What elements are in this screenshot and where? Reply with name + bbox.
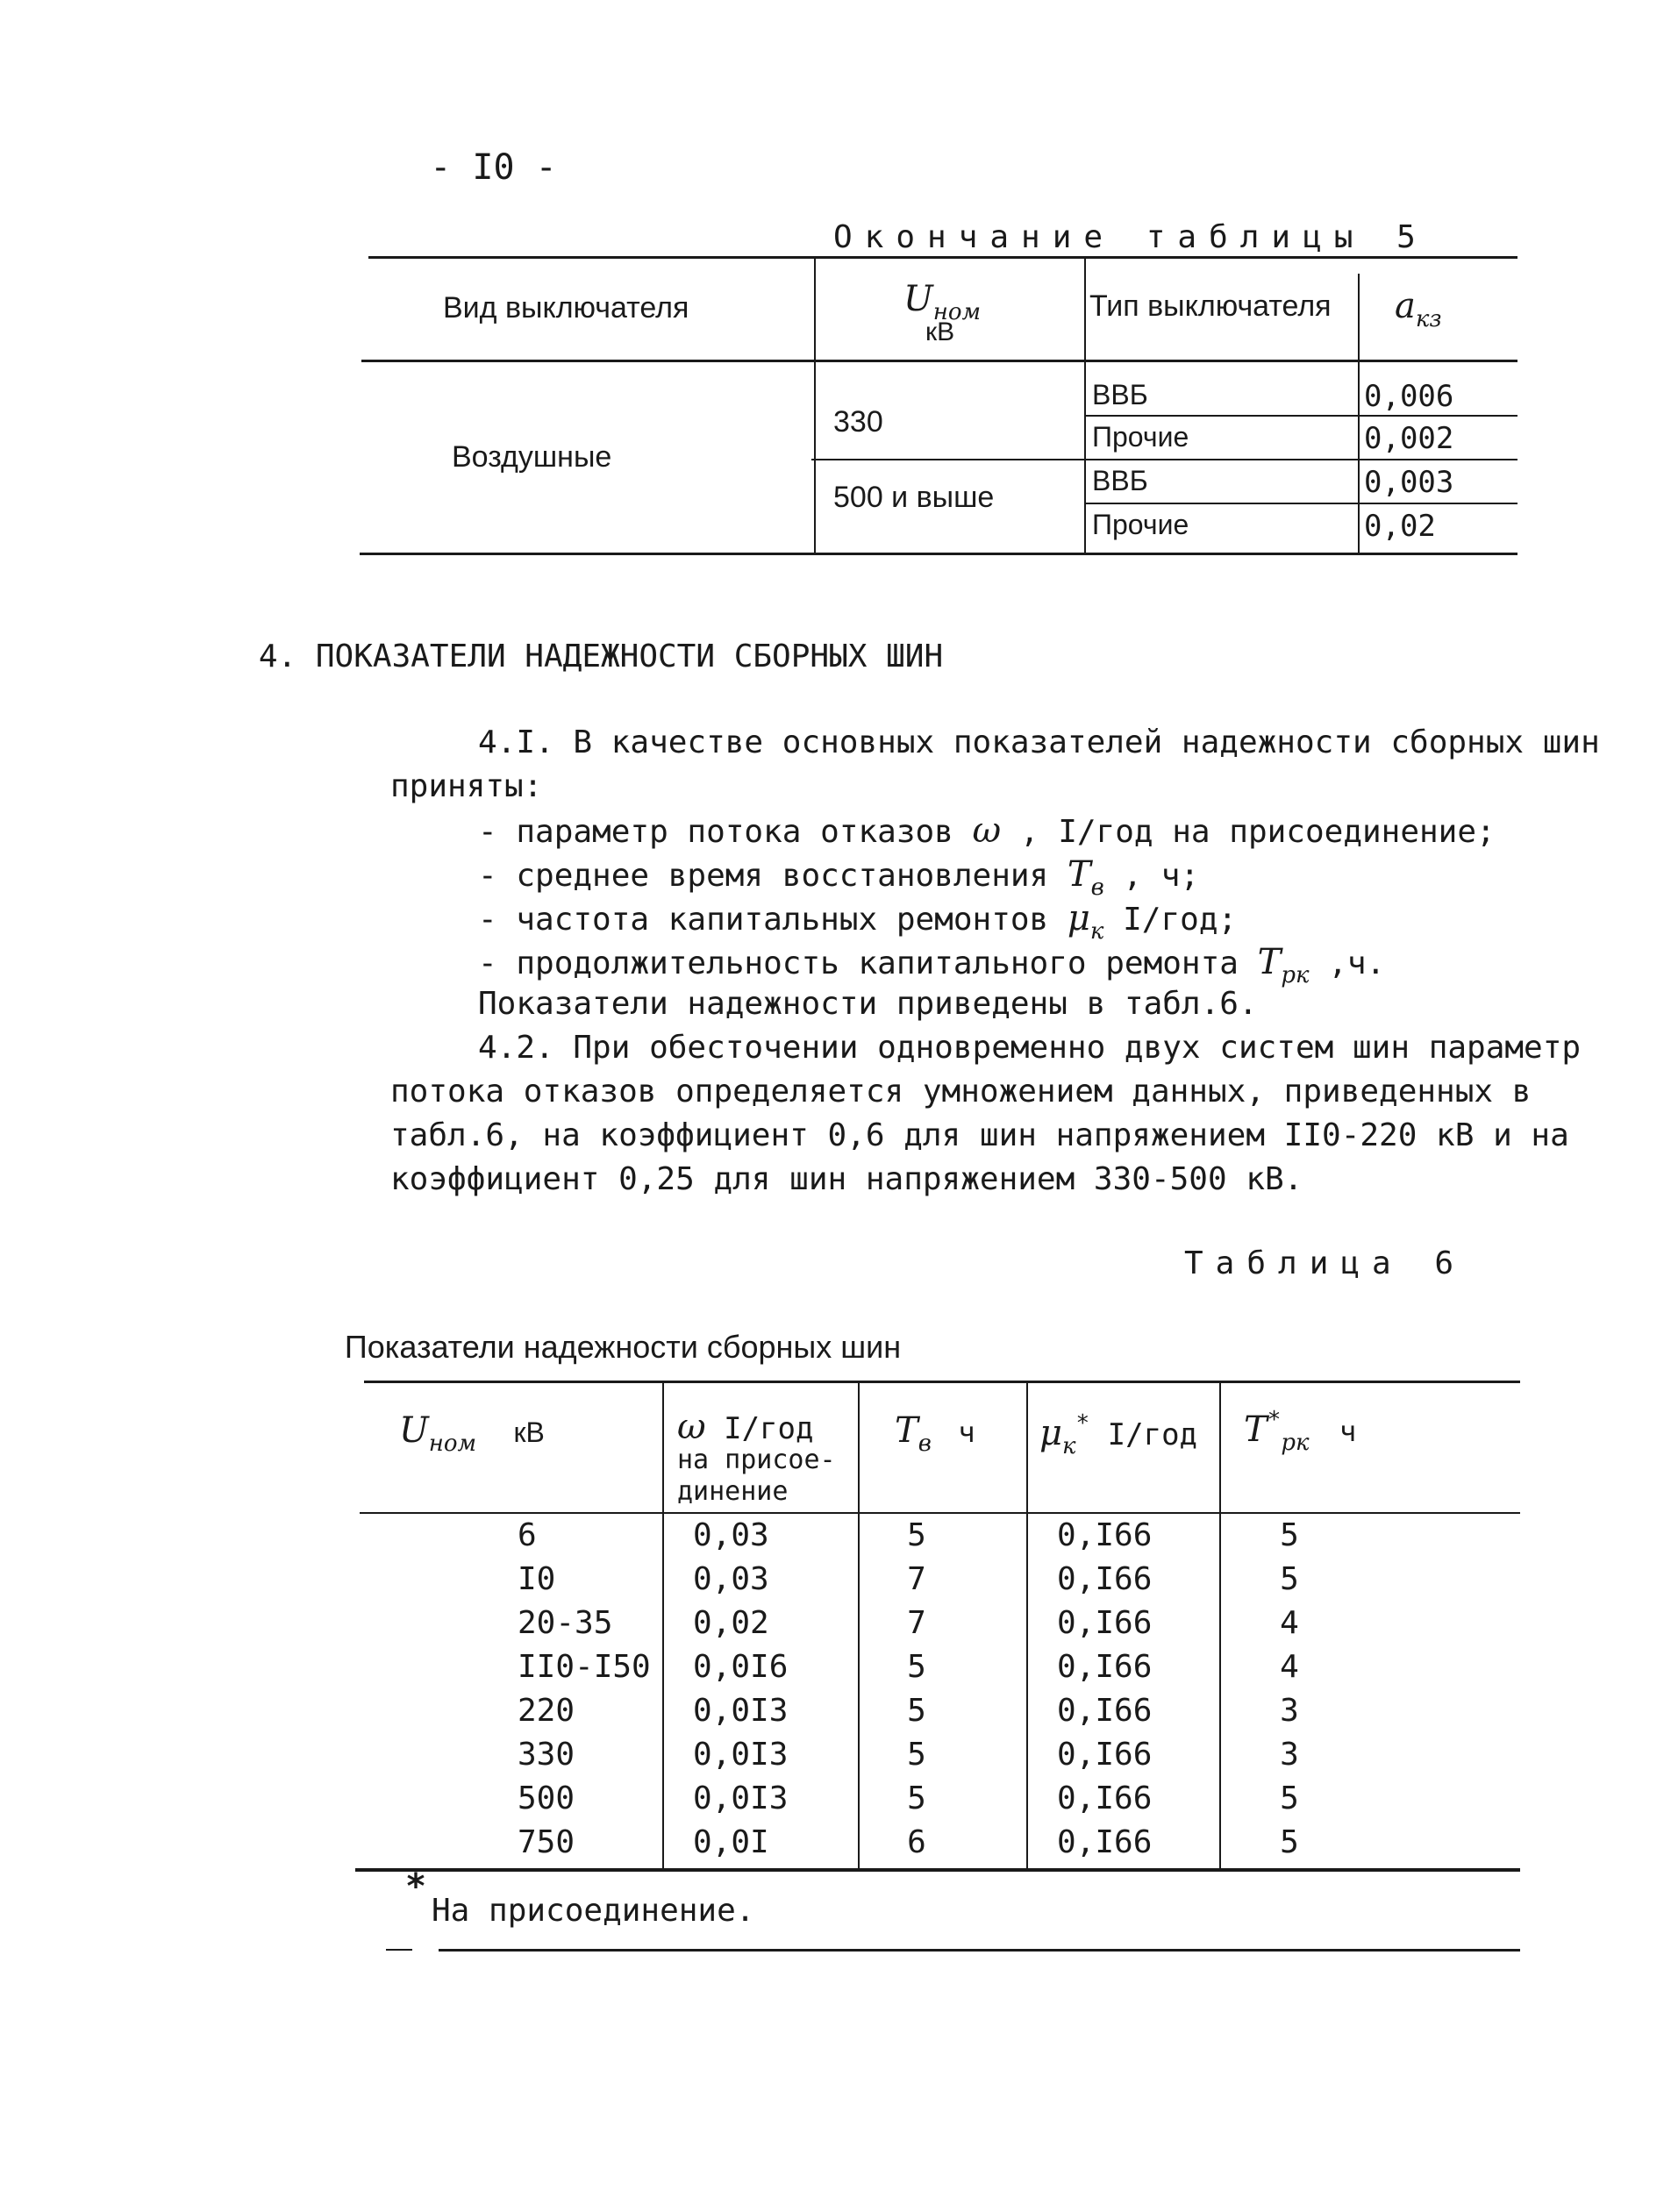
table6-header-line: динение xyxy=(677,1476,789,1507)
list-item-text: - параметр потока отказов xyxy=(478,814,953,850)
repair-duration-cell: 5 xyxy=(1280,1824,1299,1860)
recovery-time-cell: 5 xyxy=(907,1693,926,1729)
table5-header-coefficient xyxy=(1395,286,1442,332)
repair-frequency-cell: 0,I66 xyxy=(1057,1605,1153,1641)
failure-rate-cell: 0,0I3 xyxy=(693,1693,789,1729)
repair-duration-cell: 4 xyxy=(1280,1649,1299,1685)
t-subscript: рк xyxy=(1281,962,1310,988)
list-item-tail: I/год; xyxy=(1123,902,1238,938)
table5-bottom-rule xyxy=(360,553,1517,555)
repair-duration-cell: 5 xyxy=(1280,1517,1299,1553)
failure-rate-cell: 0,03 xyxy=(693,1517,769,1553)
failure-rate-cell: 0,02 xyxy=(693,1605,769,1641)
table5-col-divider xyxy=(814,256,816,554)
table5-type-cell: ВВБ xyxy=(1092,379,1148,410)
voltage-cell: 6 xyxy=(518,1517,537,1553)
table5-header-voltage-unit: кВ xyxy=(925,318,955,346)
paragraph-4-2-line: 4.2. При обесточении одновременно двух систем шин параметр xyxy=(478,1030,1582,1066)
table6-top-rule xyxy=(364,1381,1520,1383)
voltage-cell: 20-35 xyxy=(518,1605,613,1641)
paragraph-4-1-line: Показатели надежности приведены в табл.6. xyxy=(478,986,1258,1022)
failure-rate-cell: 0,0I6 xyxy=(693,1649,789,1685)
list-item-text: - продолжительность капитального ремонта xyxy=(478,945,1239,981)
voltage-cell: 220 xyxy=(518,1693,575,1729)
mu-subscript: к xyxy=(1062,1433,1076,1459)
t-symbol: T xyxy=(1067,854,1091,895)
table5-value-cell: 0,006 xyxy=(1364,379,1454,414)
voltage-cell: II0-I50 xyxy=(518,1649,651,1685)
list-item-tail: , I/год на присоединение; xyxy=(1019,814,1496,850)
voltage-subscript: ном xyxy=(428,1431,477,1457)
table5-top-rule xyxy=(368,256,1517,259)
table5-col-divider xyxy=(1358,274,1360,554)
table-row xyxy=(360,1561,1522,1605)
list-item-tail: , ч; xyxy=(1123,858,1200,894)
table5-row-rule xyxy=(1086,415,1517,417)
t-subscript: в xyxy=(1090,874,1104,901)
table5-value-cell: 0,003 xyxy=(1364,465,1454,500)
table-row xyxy=(360,1517,1522,1561)
repair-frequency-unit: I/год xyxy=(1107,1417,1198,1452)
mu-subscript: к xyxy=(1089,918,1104,945)
section-heading: 4. ПОКАЗАТЕЛИ НАДЕЖНОСТИ СБОРНЫХ ШИН xyxy=(258,639,944,674)
table5-type-cell: Прочие xyxy=(1092,509,1189,540)
repair-duration-cell: 4 xyxy=(1280,1605,1299,1641)
t-symbol: T xyxy=(895,1410,918,1451)
list-item-text: - среднее время восстановления xyxy=(478,858,1049,894)
t-subscript: рк xyxy=(1281,1430,1310,1456)
repair-duration-cell: 3 xyxy=(1280,1737,1299,1773)
recovery-time-cell: 7 xyxy=(907,1561,926,1597)
repair-frequency-cell: 0,I66 xyxy=(1057,1693,1153,1729)
table5-voltage-330: 330 xyxy=(833,405,883,439)
footnote-star-mark: * xyxy=(405,1866,427,1907)
table5-header-rule xyxy=(361,360,1517,362)
repair-frequency-cell: 0,I66 xyxy=(1057,1649,1153,1685)
paragraph-4-2-line: коэффициент 0,25 для шин напряжением 330-500 кВ. xyxy=(390,1161,1303,1197)
repair-frequency-cell: 0,I66 xyxy=(1057,1780,1153,1816)
list-item-repair-duration xyxy=(478,942,1385,988)
table5-type-cell: ВВБ xyxy=(1092,465,1148,496)
table5-header-breaker-kind: Вид выключателя xyxy=(443,291,689,325)
table-row xyxy=(360,1780,1522,1824)
paragraph-4-1-line: 4.I. В качестве основных показателей надежности сборных шин xyxy=(478,724,1600,760)
table6-header-failure-rate xyxy=(677,1407,813,1447)
list-item-recovery-time xyxy=(478,854,1199,901)
table6-header-repair-duration xyxy=(1244,1407,1356,1456)
repair-frequency-cell: 0,I66 xyxy=(1057,1561,1153,1597)
mu-symbol: μ xyxy=(1039,1413,1062,1453)
voltage-cell: I0 xyxy=(518,1561,556,1597)
footnote-dash xyxy=(386,1949,412,1951)
voltage-symbol: U xyxy=(399,1410,429,1451)
repair-duration-cell: 5 xyxy=(1280,1780,1299,1816)
recovery-time-cell: 5 xyxy=(907,1780,926,1816)
footnote-star: * xyxy=(1267,1407,1282,1433)
list-item-text: - частота капитальных ремонтов xyxy=(478,902,1049,938)
paragraph-4-2-line: табл.6, на коэффициент 0,6 для шин напряжением II0-220 кВ и на xyxy=(390,1117,1569,1153)
table5-voltage-500: 500 и выше xyxy=(833,481,995,514)
table5-caption: Окончание таблицы 5 xyxy=(833,219,1428,255)
failure-rate-cell: 0,0I3 xyxy=(693,1780,789,1816)
footnote: На присоединение. xyxy=(432,1893,755,1929)
t-subscript: в xyxy=(918,1431,932,1457)
paragraph-4-1-line: приняты: xyxy=(390,768,543,804)
voltage-subscript: ном xyxy=(932,299,982,325)
list-item-failure-rate xyxy=(478,810,1496,851)
failure-rate-cell: 0,03 xyxy=(693,1561,769,1597)
table6-header-rule xyxy=(360,1512,1520,1514)
table-row xyxy=(360,1737,1522,1780)
table5-value-cell: 0,02 xyxy=(1364,509,1436,544)
failure-rate-unit: I/год xyxy=(724,1411,814,1446)
failure-rate-cell: 0,0I xyxy=(693,1824,769,1860)
repair-frequency-cell: 0,I66 xyxy=(1057,1517,1153,1553)
table5-value-cell: 0,002 xyxy=(1364,421,1454,456)
failure-rate-cell: 0,0I3 xyxy=(693,1737,789,1773)
table5-col-divider xyxy=(1084,256,1086,554)
recovery-time-cell: 7 xyxy=(907,1605,926,1641)
t-symbol: T xyxy=(1244,1409,1268,1450)
footnote-rule xyxy=(439,1949,1520,1952)
table-row xyxy=(360,1693,1522,1737)
table-row xyxy=(360,1605,1522,1649)
recovery-time-cell: 6 xyxy=(907,1824,926,1860)
table6-bottom-rule xyxy=(355,1868,1520,1872)
recovery-time-cell: 5 xyxy=(907,1737,926,1773)
list-item-tail: ,ч. xyxy=(1328,945,1386,981)
recovery-time-cell: 5 xyxy=(907,1649,926,1685)
recovery-time-cell: 5 xyxy=(907,1517,926,1553)
table6-number: Таблица 6 xyxy=(1184,1245,1467,1281)
page-number: - I0 - xyxy=(430,147,557,188)
table6-header-voltage xyxy=(399,1410,545,1457)
table5-row-rule xyxy=(1086,503,1517,504)
voltage-unit: кВ xyxy=(513,1416,545,1448)
voltage-cell: 330 xyxy=(518,1737,575,1773)
table6-header-line: на присое- xyxy=(677,1445,836,1475)
table6-header-recovery-time xyxy=(895,1410,975,1457)
table6-header-repair-frequency xyxy=(1039,1410,1197,1459)
omega-symbol: ω xyxy=(677,1407,706,1447)
list-item-repair-frequency xyxy=(478,898,1237,945)
repair-frequency-cell: 0,I66 xyxy=(1057,1737,1153,1773)
table6-title: Показатели надежности сборных шин xyxy=(344,1329,902,1365)
voltage-symbol: U xyxy=(903,279,933,319)
mu-symbol: μ xyxy=(1067,898,1090,938)
paragraph-4-2-line: потока отказов определяется умножением данных, приведенных в xyxy=(390,1074,1532,1110)
t-symbol: T xyxy=(1257,942,1282,982)
recovery-time-unit: ч xyxy=(958,1416,975,1449)
table5-type-cell: Прочие xyxy=(1092,421,1189,453)
repair-duration-cell: 3 xyxy=(1280,1693,1299,1729)
table5-header-breaker-type: Тип выключателя xyxy=(1089,289,1332,323)
table-row xyxy=(360,1824,1522,1868)
repair-frequency-cell: 0,I66 xyxy=(1057,1824,1153,1860)
table5-group-rule xyxy=(811,459,1517,460)
voltage-cell: 500 xyxy=(518,1780,575,1816)
repair-duration-cell: 5 xyxy=(1280,1561,1299,1597)
repair-duration-unit: ч xyxy=(1339,1415,1357,1448)
table5-group-label: Воздушные xyxy=(452,440,612,474)
voltage-cell: 750 xyxy=(518,1824,575,1860)
coefficient-symbol: a xyxy=(1395,286,1416,326)
footnote-star: * xyxy=(1075,1410,1090,1437)
table-row xyxy=(360,1649,1522,1693)
coefficient-subscript: кз xyxy=(1415,306,1442,332)
omega-symbol: ω xyxy=(972,810,1002,851)
